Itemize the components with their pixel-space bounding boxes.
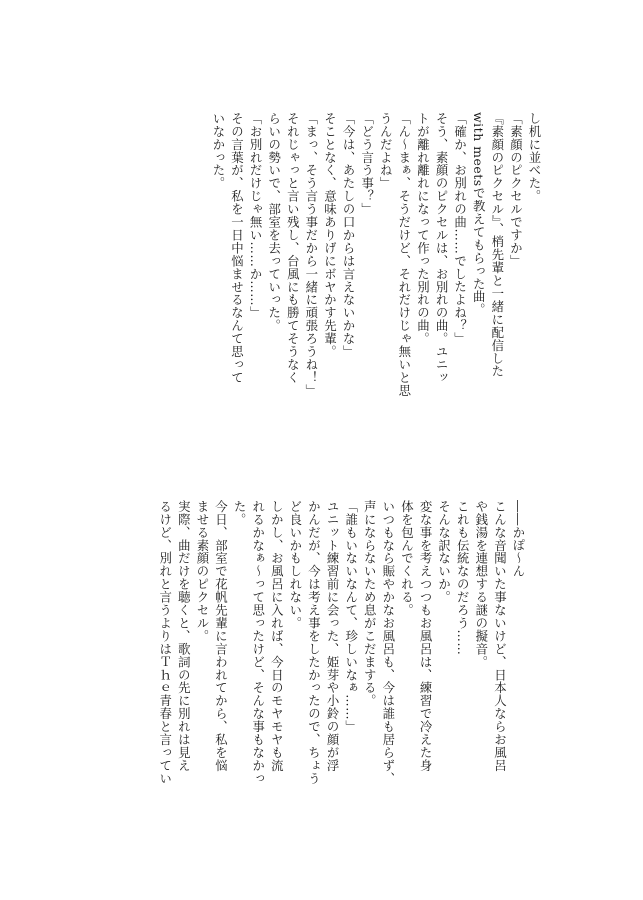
text-line: 「素顔のピクセルですか」 [508,112,524,268]
text-line: トが離れ離れになって作った別れの曲。 [415,112,431,346]
lower-text-block [155,500,527,820]
text-line: これも伝統なのだろう…… [455,500,471,656]
text-line: 「確か、お別れの曲……でしたよね？」 [452,112,468,346]
text-line: with meetsで教えてもらった曲。 [471,112,487,317]
text-line: れるかなぁ〜って思ったけど、そんな事もなかっ [250,500,266,785]
text-line: いつもなら賑やかなお風呂も、今は誰も居らず、 [380,500,396,785]
text-line: 体を包んでくれる。 [399,500,415,617]
text-line: そう、素顔のピクセルは、お別れの曲。ユニッ [434,112,450,384]
text-line: 『素顔のピクセル』、梢先輩と一緒に配信した [489,112,505,378]
text-line: ど良いかもしれない。 [287,500,303,630]
text-line: や銭湯を連想する謎の擬音。 [473,500,489,669]
text-line: 変な事を考えつつもお風呂は、練習で冷えた身 [418,500,434,772]
text-line: 「ん〜まぁ、そうだけど、それだけじゃ無いと思 [396,112,412,397]
text-line: 「誰もいないなんて、珍しいなぁ……」 [343,500,359,734]
text-line: 「どう言う事？」 [359,112,375,216]
text-line: 実際、曲だけを聴くと、歌詞の先に別れは見え [176,500,192,772]
text-line: 今日、部室で花帆先輩に言われてから、私を悩 [213,500,229,772]
text-line: 「今は、あたしの口からは言えないかな」 [341,112,357,359]
upper-text-block [208,112,543,432]
text-line: ――かぽ〜ん [511,500,526,578]
text-line: 「まっ、そう言う事だから一緒に頑張ろうね！」 [303,112,319,397]
text-line: るけど、別れと言うよりはＴｈｅ青春と言ってい [157,500,173,785]
text-line: ませる素顔のピクセル。 [194,500,210,643]
text-line: た。 [232,500,248,526]
text-line: 声にならないため息がこだまする。 [362,500,378,708]
text-line: かんだが、今は考え事をしたかったので、ちょう [306,500,322,785]
text-line: ユニット練習前に会った、姫芽や小鈴の顔が浮 [325,500,341,772]
text-line: うんだよね」 [378,112,394,190]
text-line: そんな訳ないか。 [436,500,452,604]
text-line: いなかった。 [210,112,226,190]
text-line: 「お別れだけじゃ無い……か……」 [248,112,264,320]
text-line: こんな音聞いた事ないけど、日本人ならお風呂 [492,500,508,772]
text-line: そことなく、意味ありげにボヤかす先輩。 [322,112,338,359]
text-line: それじゃっと言い残し、台風にも勝てそうなく [285,112,301,384]
text-line: しかし、お風呂に入れば、今日のモヤモヤも流 [269,500,285,772]
text-line: らいの勢いで、部室を去っていった。 [266,112,282,333]
text-line: し机に並べた。 [527,112,542,203]
text-line: その言葉が、私を一日中悩ませるなんて思って [229,112,245,384]
